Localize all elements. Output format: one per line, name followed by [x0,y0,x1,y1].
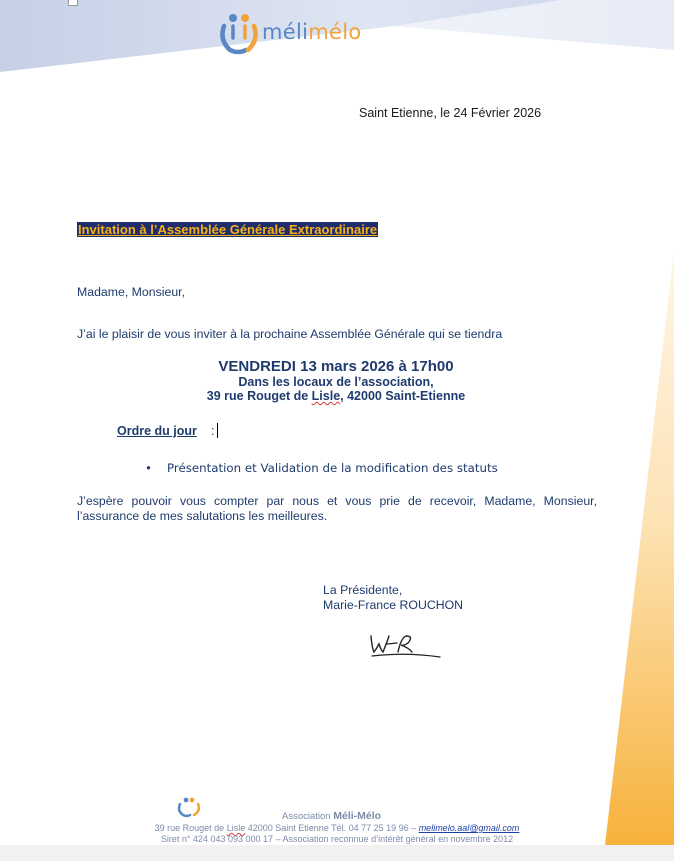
logo-wordmark: mélimélo [262,20,362,44]
footer-email-link[interactable]: melimelo.aal@gmail.com [418,823,520,833]
letter-date: Saint Etienne, le 24 Février 2026 [359,106,542,120]
page-corner-marker [68,0,78,6]
footer-association-name: Association Méli-Mélo [282,810,382,822]
viewer-bottom-strip [0,845,674,861]
melimelo-logo [216,10,396,56]
spellcheck-word: Lisle [311,389,341,403]
signatory-title: La Présidente, [323,583,403,597]
agenda-colon: : [211,424,215,438]
logo-figures-icon [216,10,262,56]
invitation-title: Invitation à l’Assemblée Générale Extraordinaire [78,222,378,237]
closing-paragraph: J’espère pouvoir vous compter par nous et vous prie de recevoir, Madame, Monsieur, l’assurance de mes salutations les meilleures. [77,494,597,523]
text-cursor [217,423,218,438]
salutation: Madame, Monsieur, [77,285,185,299]
event-place: Dans les locaux de l’association, [238,375,434,389]
handwritten-signature [368,630,444,660]
agenda-item: • Présentation et Validation de la modification des statuts [145,461,498,475]
signatory-name: Marie-France ROUCHON [323,598,464,612]
event-datetime: VENDREDI 13 mars 2026 à 17h00 [218,358,454,375]
agenda-title: Ordre du jour [117,424,197,438]
event-details [140,358,532,403]
intro-paragraph: J’ai le plaisir de vous inviter à la prochaine Assemblée Générale qui se tiendra [77,327,503,341]
footer-logo-icon [176,796,202,818]
right-orange-band [605,250,674,845]
footer-legal: Siret n° 424 043 093 000 17 – Association reconnue d’intérêt général en novembre 2012 [160,834,514,844]
footer-address: 39 rue Rouget de Lisle 42000 Saint Etienne Tél. 04 77 25 19 96 – melimelo.aal@gmail.com [154,823,520,833]
event-address: 39 rue Rouget de Lisle, 42000 Saint-Etienne [206,389,466,403]
